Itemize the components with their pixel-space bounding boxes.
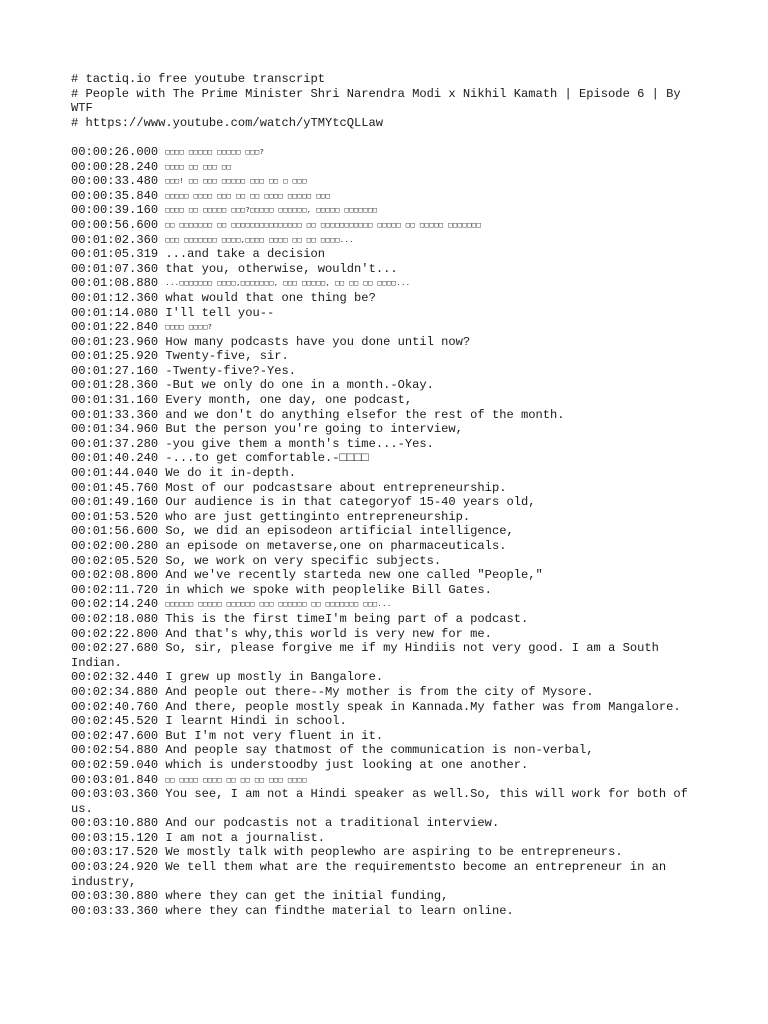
transcript-line: [71, 393, 698, 408]
transcript-text: in which we spoke with peoplelike Bill Gates.: [165, 582, 492, 597]
timestamp: 00:00:56.600: [71, 217, 159, 232]
timestamp: 00:02:32.440: [71, 670, 159, 685]
transcript-text: So, we did an episodeon artificial intelligence,: [165, 524, 514, 539]
timestamp: 00:03:33.360: [71, 903, 159, 918]
transcript-line: [71, 408, 698, 423]
timestamp: 00:01:44.040: [71, 466, 159, 481]
transcript-line: [71, 773, 698, 788]
timestamp: 00:01:53.520: [71, 509, 159, 524]
transcript-text: -But we only do one in a month.-Okay.: [165, 378, 434, 393]
transcript-text: So, we work on very specific subjects.: [165, 553, 442, 568]
transcript-text: Every month, one day, one podcast,: [165, 393, 413, 408]
timestamp: 00:02:14.240: [71, 597, 159, 612]
transcript-text: □□□□□□ □□□□□ □□□□□□ □□□ □□□□□□ □□ □□□□□□□ □□□...: [165, 600, 392, 609]
transcript-text: that you, otherwise, wouldn't...: [165, 261, 398, 276]
timestamp: 00:01:07.360: [71, 261, 159, 276]
transcript-text: where they can get the initial funding,: [165, 889, 449, 904]
transcript-text: □□ □□□□ □□□□ □□ □□ □□ □□□ □□□□: [165, 775, 307, 784]
transcript-line: [71, 685, 698, 700]
transcript-text: And there, people mostly speak in Kannada.My father was from Mangalore.: [165, 699, 681, 714]
transcript-line: [71, 860, 698, 889]
transcript-text: -you give them a month's time...-Yes.: [165, 436, 434, 451]
timestamp: 00:01:56.600: [71, 524, 159, 539]
transcript-text: what would that one thing be?: [165, 290, 376, 305]
transcript-line: [71, 218, 698, 233]
transcript-line: [71, 889, 698, 904]
timestamp: 00:02:05.520: [71, 553, 159, 568]
transcript-text: This is the first timeI'm being part of a podcast.: [165, 611, 529, 626]
timestamp: 00:02:00.280: [71, 539, 159, 553]
transcript-line: [71, 364, 698, 379]
transcript-line: [71, 174, 698, 189]
transcript-line: [71, 670, 698, 685]
timestamp: 00:00:28.240: [71, 159, 159, 174]
timestamp: 00:01:14.080: [71, 305, 159, 320]
transcript-text: And people say thatmost of the communication is non-verbal,: [165, 743, 594, 758]
timestamp: 00:01:25.920: [71, 349, 159, 364]
transcript-text: And people out there--My mother is from the city of Mysore.: [165, 684, 594, 699]
timestamp: 00:01:40.240: [71, 451, 159, 466]
transcript-text: But the person you're going to interview,: [165, 422, 463, 437]
timestamp: 00:03:15.120: [71, 830, 159, 845]
transcript-line: [71, 320, 698, 335]
timestamp: 00:01:28.360: [71, 378, 159, 393]
timestamp: 00:03:03.360: [71, 787, 159, 802]
timestamp: 00:02:59.040: [71, 757, 159, 772]
transcript-line: [71, 583, 698, 598]
transcript-text: -...to get comfortable.-□□□□: [165, 451, 369, 466]
transcript-line: [71, 568, 698, 583]
transcript-line: [71, 203, 698, 218]
spacer: [71, 130, 698, 145]
transcript-line: [71, 510, 698, 525]
transcript-text: an episode on metaverse,one on pharmaceuticals.: [165, 539, 507, 553]
transcript-text: Twenty-five, sir.: [165, 349, 289, 364]
header-line-1: # tactiq.io free youtube transcript: [71, 72, 326, 86]
transcript-line: [71, 845, 698, 860]
transcript-line: [71, 904, 698, 919]
timestamp: 00:03:01.840: [71, 772, 159, 787]
transcript-line: [71, 816, 698, 831]
transcript-text: Most of our podcastsare about entrepreneurship.: [165, 480, 507, 495]
transcript-text: who are just gettinginto entrepreneurship.: [165, 509, 471, 524]
transcript-text: □□□□ □□□□?: [165, 323, 213, 332]
timestamp: 00:02:54.880: [71, 743, 159, 758]
transcript-line: [71, 247, 698, 262]
transcript-text: Our audience is in that categoryof 15-40 years old,: [165, 495, 536, 510]
transcript-line: [71, 831, 698, 846]
timestamp: 00:03:10.880: [71, 816, 159, 831]
transcript-text: where they can findthe material to learn online.: [165, 903, 514, 918]
transcript-line: [71, 451, 698, 466]
transcript-line: [71, 539, 698, 554]
transcript-line: [71, 422, 698, 437]
transcript-line: [71, 437, 698, 452]
timestamp: 00:00:26.000: [71, 144, 159, 159]
timestamp: 00:01:12.360: [71, 290, 159, 305]
transcript-text: We do it in-depth.: [165, 466, 296, 481]
timestamp: 00:02:11.720: [71, 582, 159, 597]
timestamp: 00:00:35.840: [71, 188, 159, 203]
transcript-line: [71, 145, 698, 160]
timestamp: 00:01:22.840: [71, 320, 159, 335]
timestamp: 00:02:22.800: [71, 626, 159, 641]
transcript-text: □□□ □□□□□□□ □□□□,□□□□ □□□□ □□ □□ □□□□...: [165, 235, 354, 244]
transcript-text: But I'm not very fluent in it.: [165, 728, 384, 743]
transcript-line: [71, 612, 698, 627]
timestamp: 00:01:27.160: [71, 363, 159, 378]
transcript-line: [71, 787, 698, 816]
timestamp: 00:02:34.880: [71, 684, 159, 699]
transcript-line: [71, 641, 698, 670]
timestamp: 00:03:17.520: [71, 845, 159, 860]
timestamp: 00:02:08.800: [71, 568, 159, 583]
timestamp: 00:01:49.160: [71, 495, 159, 510]
timestamp: 00:02:27.680: [71, 641, 159, 656]
timestamp: 00:00:33.480: [71, 174, 159, 189]
timestamp: 00:01:02.360: [71, 232, 159, 247]
header-line-3: # https://www.youtube.com/watch/yTMYtcQLLaw: [71, 115, 384, 130]
transcript-text: I'll tell you--: [165, 305, 275, 320]
transcript-line: [71, 262, 698, 277]
timestamp: 00:01:23.960: [71, 334, 159, 349]
transcript-line: [71, 335, 698, 350]
transcript-text: I am not a journalist.: [165, 830, 326, 845]
transcript-body: [71, 145, 698, 918]
transcript-text: □□ □□□□□□□ □□ □□□□□□□□□□□□□□□ □□ □□□□□□□□□□□ □□□□□ □□ □□□□□ □□□□□□□: [165, 220, 482, 229]
header-line-2: # People with The Prime Minister Shri Narendra Modi x Nikhil Kamath | Episode 6 | By WTF: [71, 86, 688, 116]
transcript-line: [71, 758, 698, 773]
transcript-text: And we've recently starteda new one called "People,": [165, 568, 543, 583]
transcript-text: ...and take a decision: [165, 247, 326, 262]
timestamp: 00:00:39.160: [71, 203, 159, 218]
timestamp: 00:02:45.520: [71, 714, 159, 729]
transcript-line: [71, 233, 698, 248]
transcript-text: □□□□ □□□□□ □□□□□ □□□?: [165, 147, 265, 156]
transcript-text: □□□□ □□ □□□ □□: [165, 162, 232, 171]
transcript-line: [71, 700, 698, 715]
transcript-text: -Twenty-five?-Yes.: [165, 363, 296, 378]
transcript-text: How many podcasts have you done until now?: [165, 334, 471, 349]
timestamp: 00:02:18.080: [71, 611, 159, 626]
transcript-text: You see, I am not a Hindi speaker as well.So, this will work for both of us.: [71, 787, 696, 816]
timestamp: 00:01:34.960: [71, 422, 159, 437]
transcript-line: [71, 597, 698, 612]
timestamp: 00:01:33.360: [71, 407, 159, 422]
transcript-text: And our podcastis not a traditional interview.: [165, 816, 500, 831]
transcript-line: [71, 349, 698, 364]
transcript-line: [71, 378, 698, 393]
transcript-line: [71, 714, 698, 729]
timestamp: 00:01:05.319: [71, 247, 159, 262]
transcript-text: We mostly talk with peoplewho are aspiring to be entrepreneurs.: [165, 845, 623, 860]
transcript-text: I learnt Hindi in school.: [165, 714, 347, 729]
transcript-text: and we don't do anything elsefor the rest of the month.: [165, 407, 565, 422]
transcript-line: [71, 160, 698, 175]
transcript-line: [71, 495, 698, 510]
transcript-line: [71, 276, 698, 291]
transcript-text: We tell them what are the requirementsto become an entrepreneur in an industry,: [71, 860, 674, 889]
transcript-line: [71, 481, 698, 496]
transcript-line: [71, 189, 698, 204]
timestamp: 00:03:24.920: [71, 860, 159, 875]
transcript-line: [71, 554, 698, 569]
timestamp: 00:01:31.160: [71, 393, 159, 408]
timestamp: 00:03:30.880: [71, 889, 159, 904]
transcript-line: [71, 466, 698, 481]
timestamp: 00:01:08.880: [71, 276, 159, 291]
timestamp: 00:01:37.280: [71, 436, 159, 451]
transcript-text: ...□□□□□□□ □□□□,□□□□□□□, □□□ □□□□□, □□ □□ □□ □□□□...: [165, 279, 411, 288]
timestamp: 00:02:40.760: [71, 699, 159, 714]
transcript-text: □□□□ □□ □□□□□ □□□?□□□□□ □□□□□□, □□□□□ □□□□□□□: [165, 206, 378, 215]
transcript-text: So, sir, please forgive me if my Hindiis not very good. I am a South Indian.: [71, 641, 667, 670]
transcript-line: [71, 291, 698, 306]
transcript-text: □□□□□ □□□□ □□□ □□ □□ □□□□ □□□□□ □□□: [165, 191, 331, 200]
transcript-line: [71, 524, 698, 539]
transcript-text: And that's why,this world is very new for me.: [165, 626, 492, 641]
transcript-text: which is understoodby just looking at one another.: [165, 757, 529, 772]
timestamp: 00:02:47.600: [71, 728, 159, 743]
transcript-line: [71, 627, 698, 642]
transcript-line: [71, 306, 698, 321]
transcript-line: [71, 743, 698, 758]
transcript-text: □□□! □□ □□□ □□□□□ □□□ □□ □ □□□: [165, 177, 307, 186]
timestamp: 00:01:45.760: [71, 480, 159, 495]
transcript-text: I grew up mostly in Bangalore.: [165, 670, 384, 685]
transcript-line: [71, 729, 698, 744]
